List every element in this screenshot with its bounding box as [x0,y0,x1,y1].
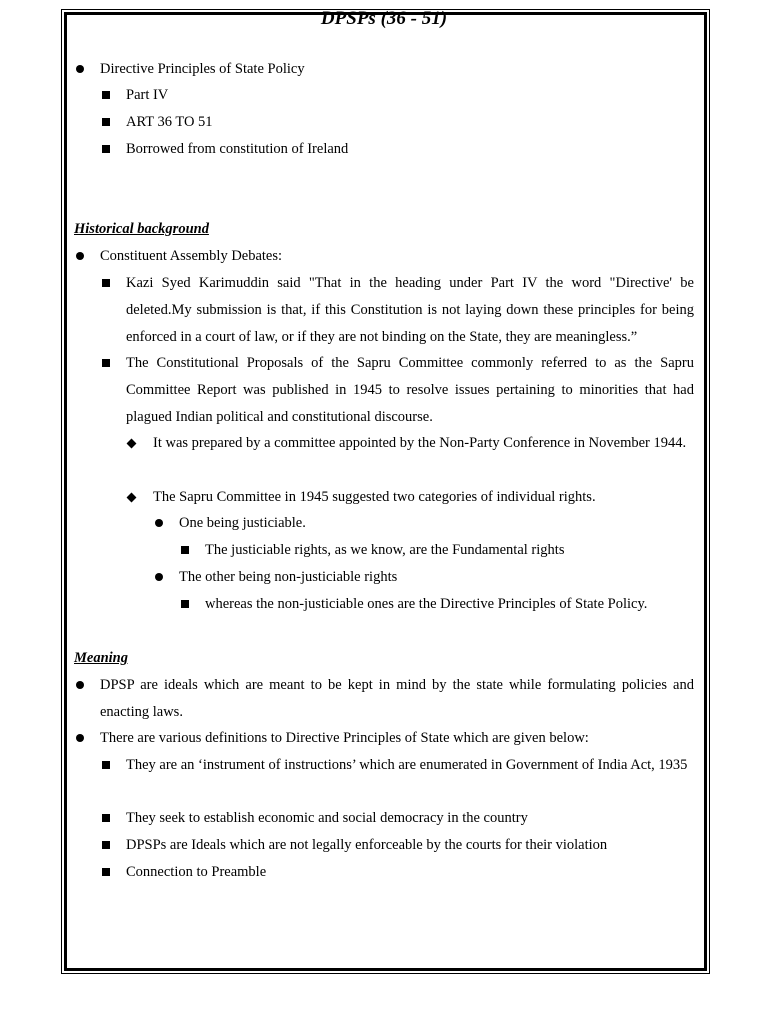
history-sapru: The Constitutional Proposals of the Sapru Committee commonly referred to as the Sapru Committee Report was published in 1945 to resolve issues pertaining to minorities that had plagued Indian political and constitutional discourse. [126,355,694,425]
meaning-sub-2: They seek to establish economic and social democracy in the country [126,810,528,826]
history-nonjusticiable: The other being non-justiciable rights [179,569,398,585]
meaning-p1: DPSP are ideals which are meant to be kept in mind by the state while formulating policies and enacting laws. [100,677,694,720]
page-title: DPSPs (36 - 51) [320,8,448,29]
meaning-sub-4: Connection to Preamble [126,864,267,880]
history-quote: Kazi Syed Karimuddin said "That in the heading under Part IV the word "Directive' be deleted.My submission is that, if this Constitution is not laying down these principles for being enforced in a court of law, or if they are not binding on the State, they are meaningless.” [126,275,694,345]
intro-sub-1: Part IV [126,87,169,103]
history-prepared: It was prepared by a committee appointed by the Non-Party Conference in November 1944. [153,435,687,451]
history-suggested: The Sapru Committee in 1945 suggested two categories of individual rights. [153,489,596,505]
intro-sub-2: ART 36 TO 51 [126,114,213,130]
intro-main: Directive Principles of State Policy [100,61,305,77]
meaning-p2: There are various definitions to Directive Principles of State which are given below: [100,730,589,746]
history-justiciable-detail: The justiciable rights, as we know, are the Fundamental rights [205,542,565,558]
section-heading-meaning: Meaning [74,650,128,666]
section-heading-history: Historical background [74,221,209,237]
history-main: Constituent Assembly Debates: [100,248,283,264]
history-nonjusticiable-detail: whereas the non-justiciable ones are the Directive Principles of State Policy. [205,596,648,612]
intro-sub-3: Borrowed from constitution of Ireland [126,141,349,157]
history-justiciable: One being justiciable. [179,515,306,531]
meaning-sub-1: They are an ‘instrument of instructions’ which are enumerated in Government of India Act, 1935 [126,757,688,773]
meaning-sub-3: DPSPs are Ideals which are not legally enforceable by the courts for their violation [126,837,608,853]
